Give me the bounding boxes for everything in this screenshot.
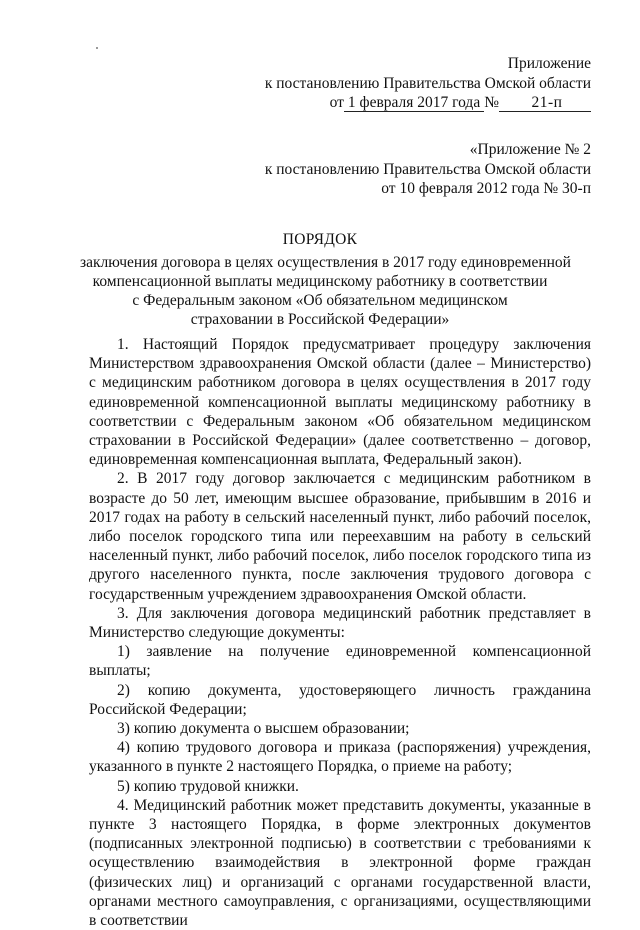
paragraph-point-4: 4. Медицинский работник может представить документы, указанные в пункте 3 настоящего Порядка, в форме электронных документов (подписанных электронной подписью) в соответствии с требованиями к осуществлению взаимодействия в электронной форме граждан (физических лиц) и организаций с органами государственной власти, органами местного самоуправления, с организациями, осуществляющими в соответствии: [89, 796, 591, 930]
paragraph-point-3: 3. Для заключения договора медицинский работник представляет в Министерство следующие документы:: [89, 604, 591, 642]
appendix-decree-reference: к постановлению Правительства Омской области: [264, 74, 591, 92]
appendix-label: Приложение: [507, 55, 591, 72]
paragraph-point-1: 1. Настоящий Порядок предусматривает процедуру заключения Министерством здравоохранения Омской области (далее – Министерство) с медицинским работником договора в целях осуществления в 2017 году единовременной компенсационной выплаты медицинскому работнику в соответствии с Федеральным законом «Об обязательном медицинском страховании в Российской Федерации» (далее соответственно – договор, единовременная компенсационная выплата, Федеральный закон).: [89, 336, 591, 469]
list-item: 4) копию трудового договора и приказа (распоряжения) учреждения, указанного в пункте 2 настоящего Порядка, о приеме на работу;: [89, 739, 591, 776]
paragraph-point-2: 2. В 2017 году договор заключается с медицинским работником в возрасте до 50 лет, имеющим высшее образование, прибывшим в 2016 и 2017 годах на работу в сельский населенный пункт, либо рабочий поселок, либо поселок городского типа или переехавшим на работу в сельский населенный пункт, либо рабочий поселок, либо поселок городского типа из другого населенного пункта, после заключения трудового договора с государственным учреждением здравоохранения Омской области.: [89, 470, 591, 603]
appendix-current-header: [265, 54, 591, 113]
number-sign: №: [484, 94, 499, 111]
list-item: 3) копию документа о высшем образовании;: [117, 720, 410, 738]
document-subtitle-line: с Федеральным законом «Об обязательном медицинском: [132, 292, 508, 309]
scan-speck: [96, 47, 98, 49]
decree-date: 1 февраля 2017 года: [344, 95, 484, 112]
document-subtitle-line: страховании в Российской Федерации»: [190, 311, 450, 328]
previous-decree-reference: к постановлению Правительства Омской области: [264, 160, 591, 178]
list-item: 5) копию трудовой книжки.: [117, 777, 299, 795]
list-item: 2) копию документа, удостоверяющего личность гражданина Российской Федерации;: [89, 681, 591, 718]
document-title: ПОРЯДОК: [282, 231, 358, 248]
decree-number: 21-п: [499, 95, 591, 112]
list-item: 1) заявление на получение единовременной компенсационной выплаты;: [89, 643, 591, 680]
date-prefix: от: [329, 94, 344, 111]
appendix-date-line: [265, 93, 591, 113]
previous-decree-date: от 10 февраля 2012 года № 30-п: [381, 180, 591, 197]
document-subtitle-line: заключения договора в целях осуществления в 2017 году единовременной: [80, 254, 571, 271]
document-body: [89, 335, 591, 930]
appendix-previous-header: [265, 140, 591, 199]
document-subtitle-line: компенсационной выплаты медицинскому работнику в соответствии: [92, 273, 548, 290]
previous-appendix-label: «Приложение № 2: [469, 141, 591, 158]
document-title-block: [80, 230, 571, 329]
